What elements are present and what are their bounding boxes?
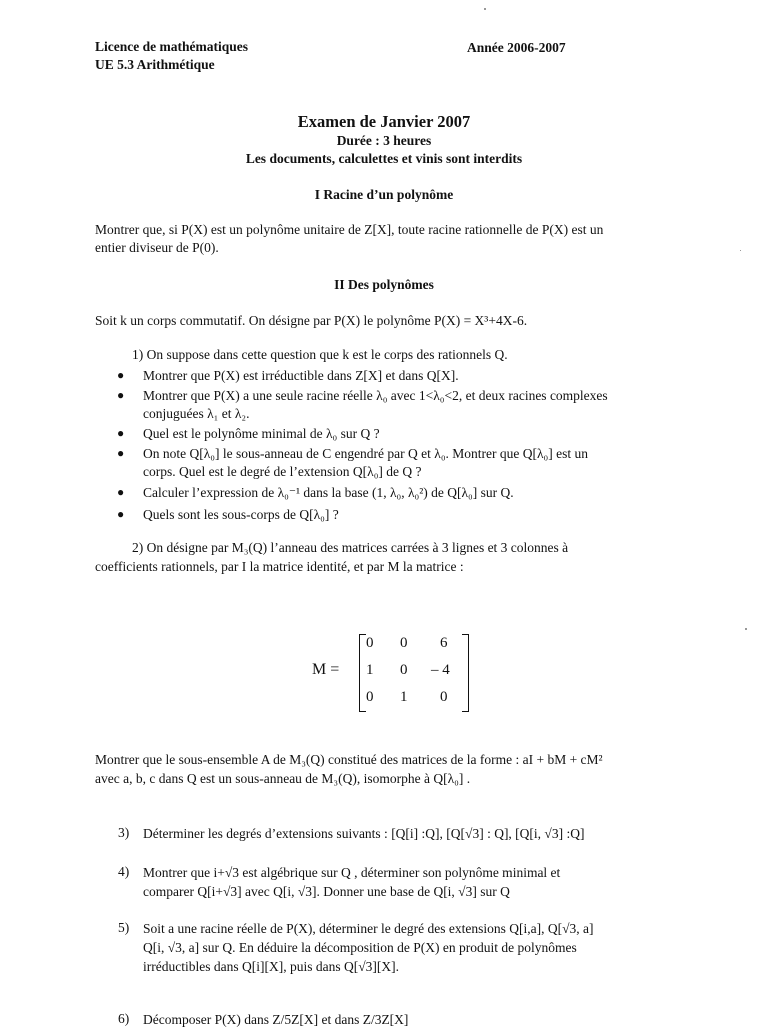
q4-line1: Montrer que i+√3 est algébrique sur Q , déterminer son polynôme minimal et bbox=[143, 865, 561, 880]
q5-line2: Q[i, √3, a] sur Q. En déduire la décomposition de P(X) en produit de polynômes bbox=[143, 940, 577, 955]
q1-bullet-1: Montrer que P(X) est irréductible dans Z[X] et dans Q[X]. bbox=[143, 368, 459, 383]
part1-text-line1: Montrer que, si P(X) est un polynôme unitaire de Z[X], toute racine rationnelle de P(X) est un bbox=[95, 222, 604, 237]
part1-heading: I Racine d’un polynôme bbox=[314, 187, 454, 202]
matrix-cell: 0 bbox=[440, 689, 448, 705]
q2-line1: 2) On désigne par M₃(Q) l’anneau des matrices carrées à 3 lignes et 3 colonnes à bbox=[132, 540, 569, 555]
q4-number: 4) bbox=[118, 864, 130, 879]
q1-bullet-2: Montrer que P(X) a une seule racine réelle λ₀ avec 1<λ₀<2, et deux racines complexes bbox=[143, 388, 608, 403]
exam-title: Examen de Janvier 2007 bbox=[297, 112, 471, 131]
q3-text: Déterminer les degrés d’extensions suivants : [Q[i] :Q], [Q[√3] : Q], [Q[i, √3] :Q] bbox=[143, 826, 585, 841]
matrix-right-bracket bbox=[462, 634, 469, 712]
scan-speck bbox=[484, 8, 486, 10]
q2-line2: coefficients rationnels, par I la matrice identité, et par M la matrice : bbox=[95, 559, 464, 574]
header-course: UE 5.3 Arithmétique bbox=[95, 57, 215, 72]
matrix-cell: – 4 bbox=[431, 662, 450, 678]
matrix-cell: 0 bbox=[400, 662, 408, 678]
matrix-cell: 0 bbox=[366, 689, 374, 705]
bullet-icon: ● bbox=[117, 388, 125, 402]
scan-speck bbox=[740, 250, 741, 251]
bullet-icon: ● bbox=[117, 446, 125, 460]
matrix-cell: 0 bbox=[366, 635, 374, 651]
q6-number: 6) bbox=[118, 1011, 130, 1026]
part1-text-line2: entier diviseur de P(0). bbox=[95, 240, 219, 255]
exam-rules: Les documents, calculettes et vinis sont interdits bbox=[245, 151, 523, 166]
header-year: Année 2006-2007 bbox=[467, 40, 566, 55]
q3-number: 3) bbox=[118, 825, 130, 840]
q4-line2: comparer Q[i+√3] avec Q[i, √3]. Donner une base de Q[i, √3] sur Q bbox=[143, 884, 510, 899]
matrix-label: M = bbox=[312, 661, 340, 678]
bullet-icon: ● bbox=[117, 507, 125, 521]
matrix-cell: 1 bbox=[366, 662, 374, 678]
q2-after-line1: Montrer que le sous-ensemble A de M₃(Q) constitué des matrices de la forme : aI + bM + cM² bbox=[95, 752, 603, 767]
q6-text: Décomposer P(X) dans Z/5Z[X] et dans Z/3Z[X] bbox=[143, 1012, 409, 1027]
matrix-left-bracket bbox=[359, 634, 366, 712]
q5-line1: Soit a une racine réelle de P(X), déterminer le degré des extensions Q[i,a], Q[√3, a] bbox=[143, 921, 594, 936]
q2-after-line2: avec a, b, c dans Q est un sous-anneau de M₃(Q), isomorphe à Q[λ₀] . bbox=[95, 771, 471, 786]
exam-duration: Durée : 3 heures bbox=[336, 133, 432, 148]
bullet-icon: ● bbox=[117, 368, 125, 382]
q1-intro: 1) On suppose dans cette question que k est le corps des rationnels Q. bbox=[132, 347, 508, 362]
part2-intro: Soit k un corps commutatif. On désigne par P(X) le polynôme P(X) = X³+4X-6. bbox=[95, 313, 528, 328]
bullet-icon: ● bbox=[117, 485, 125, 499]
q1-bullet-2-cont: conjuguées λ₁ et λ₂. bbox=[143, 406, 250, 421]
q1-bullet-6: Quels sont les sous-corps de Q[λ₀] ? bbox=[143, 507, 339, 522]
q1-bullet-4: On note Q[λ₀] le sous-anneau de C engendré par Q et λ₀. Montrer que Q[λ₀] est un bbox=[143, 446, 588, 461]
q1-bullet-5: Calculer l’expression de λ₀⁻¹ dans la base (1, λ₀, λ₀²) de Q[λ₀] sur Q. bbox=[143, 485, 514, 500]
header-program: Licence de mathématiques bbox=[95, 39, 248, 54]
part2-heading: II Des polynômes bbox=[334, 277, 434, 292]
q5-number: 5) bbox=[118, 920, 130, 935]
q1-bullet-4-cont: corps. Quel est le degré de l’extension Q[λ₀] de Q ? bbox=[143, 464, 422, 479]
matrix-cell: 0 bbox=[400, 635, 408, 651]
q1-bullet-3: Quel est le polynôme minimal de λ₀ sur Q ? bbox=[143, 426, 380, 441]
matrix-cell: 1 bbox=[400, 689, 408, 705]
q5-line3: irréductibles dans Q[i][X], puis dans Q[√3][X]. bbox=[143, 959, 399, 974]
scan-speck bbox=[745, 628, 747, 630]
bullet-icon: ● bbox=[117, 426, 125, 440]
matrix-cell: 6 bbox=[440, 635, 448, 651]
